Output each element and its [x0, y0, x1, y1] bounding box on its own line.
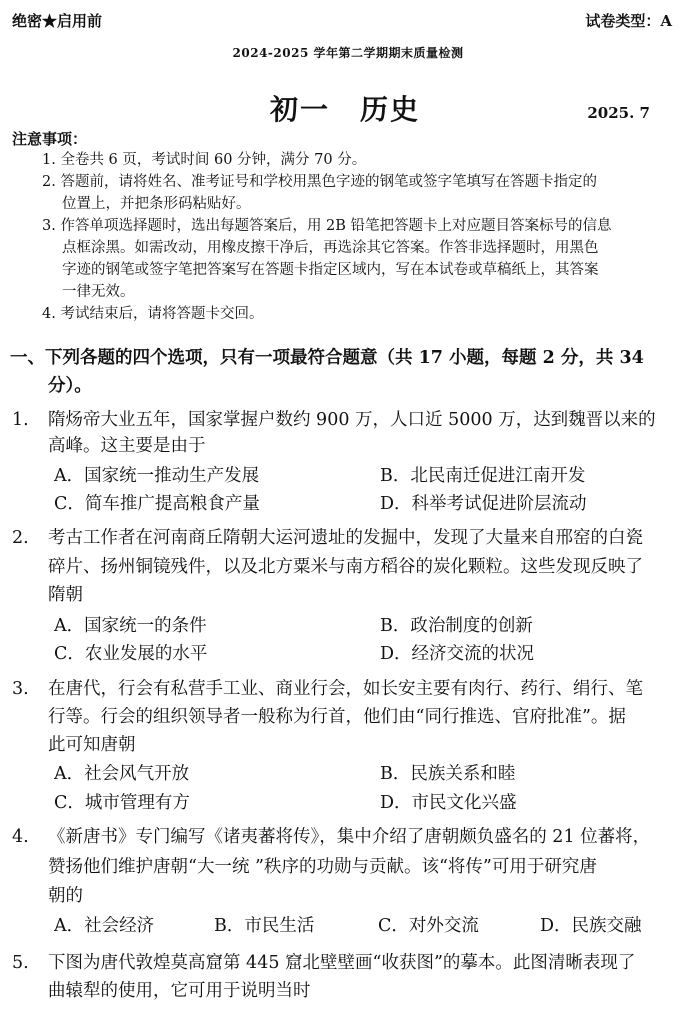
option-d: D．民族交融: [540, 916, 642, 936]
question-text: 碎片、扬州铜镜残件，以及北方粟米与南方稻谷的炭化颗粒。这些发现反映了: [48, 557, 643, 577]
note-line: 点框涂黑。如需改动，用橡皮擦干净后，再选涂其它答案。作答非选择题时，用黑色: [62, 240, 599, 256]
question-text: 《新唐书》专门编写《诸夷蕃将传》，集中介绍了唐朝颇负盛名的 21 位蕃将，: [48, 827, 651, 847]
question-text: 下图为唐代敦煌莫高窟第 445 窟北壁壁画“收获图”的摹本。此图清晰表现了: [48, 953, 636, 973]
section-heading-cont: 分）。: [48, 376, 92, 396]
option-d: D．经济交流的状况: [380, 644, 535, 664]
question-text: 行等。行会的组织领导者一般称为行首，他们由“同行推选、官府批准”。据: [48, 707, 626, 727]
question-text: 隋炀帝大业五年，国家掌握户数约 900 万，人口近 5000 万，达到魏晋以来的: [48, 410, 656, 430]
exam-date: 2025. 7: [587, 104, 650, 122]
option-c: C．城市管理有方: [54, 793, 190, 813]
question-text: 考古工作者在河南商丘隋朝大运河遗址的发掘中，发现了大量来自邢窑的白瓷: [48, 528, 643, 548]
exam-title: 2024-2025 学年第二学期期末质量检测: [232, 46, 464, 60]
option-a: A．社会风气开放: [54, 764, 190, 784]
question-number: 5.: [12, 953, 29, 973]
question-text: 曲辕犁的使用，它可用于说明当时: [48, 981, 311, 1001]
section-heading: 一、下列各题的四个选项，只有一项最符合题意（共 17 小题，每题 2 分，共 34: [10, 348, 644, 368]
question-number: 2.: [12, 528, 29, 548]
question-number: 4.: [12, 827, 29, 847]
note-line: 4. 考试结束后，请将答题卡交回。: [42, 306, 264, 322]
note-line: 一律无效。: [62, 284, 135, 300]
option-c: C．对外交流: [378, 916, 479, 936]
option-b: B．市民生活: [214, 916, 315, 936]
option-c: C．简车推广提高粮食产量: [54, 494, 260, 514]
question-number: 1.: [12, 410, 29, 430]
question-text: 赞扬他们维护唐朝“大一统 ”秩序的功勋与贡献。该“将传”可用于研究唐: [48, 857, 597, 877]
option-d: D．科举考试促进阶层流动: [380, 494, 587, 514]
option-a: A．国家统一的条件: [54, 616, 207, 636]
exam-subtitle: 初一 历史: [270, 93, 421, 126]
note-line: 字迹的钢笔或签字笔把答案写在答题卡指定区域内，写在本试卷或草稿纸上，其答案: [62, 262, 599, 278]
option-d: D．市民文化兴盛: [380, 793, 517, 813]
option-c: C．农业发展的水平: [54, 644, 208, 664]
question-text: 在唐代，行会有私营手工业、商业行会，如长安主要有肉行、药行、绢行、笔: [48, 679, 643, 699]
paper-type-label: 试卷类型：A: [585, 12, 672, 30]
option-b: B．北民南迁促进江南开发: [380, 466, 586, 486]
option-a: A．国家统一推动生产发展: [54, 466, 260, 486]
option-b: B．民族关系和睦: [380, 764, 516, 784]
notes-heading: 注意事项：: [12, 130, 88, 148]
note-line: 位置上，并把条形码粘贴好。: [62, 196, 251, 212]
note-line: 3. 作答单项选择题时，选出每题答案后，用 2B 铅笔把答题卡上对应题目答案标号的信息: [42, 218, 612, 234]
note-line: 2. 答题前，请将姓名、准考证号和学校用黑色字迹的钢笔或签字笔填写在答题卡指定的: [42, 174, 597, 190]
question-text: 此可知唐朝: [48, 735, 136, 755]
secret-label: 绝密★启用前: [12, 12, 103, 30]
question-text: 隋朝: [48, 585, 83, 605]
question-number: 3.: [12, 679, 29, 699]
question-text: 高峰。这主要是由于: [48, 436, 206, 456]
question-text: 朝的: [48, 886, 83, 906]
option-a: A．社会经济: [54, 916, 155, 936]
note-line: 1. 全卷共 6 页，考试时间 60 分钟，满分 70 分。: [42, 152, 367, 168]
option-b: B．政治制度的创新: [380, 616, 533, 636]
